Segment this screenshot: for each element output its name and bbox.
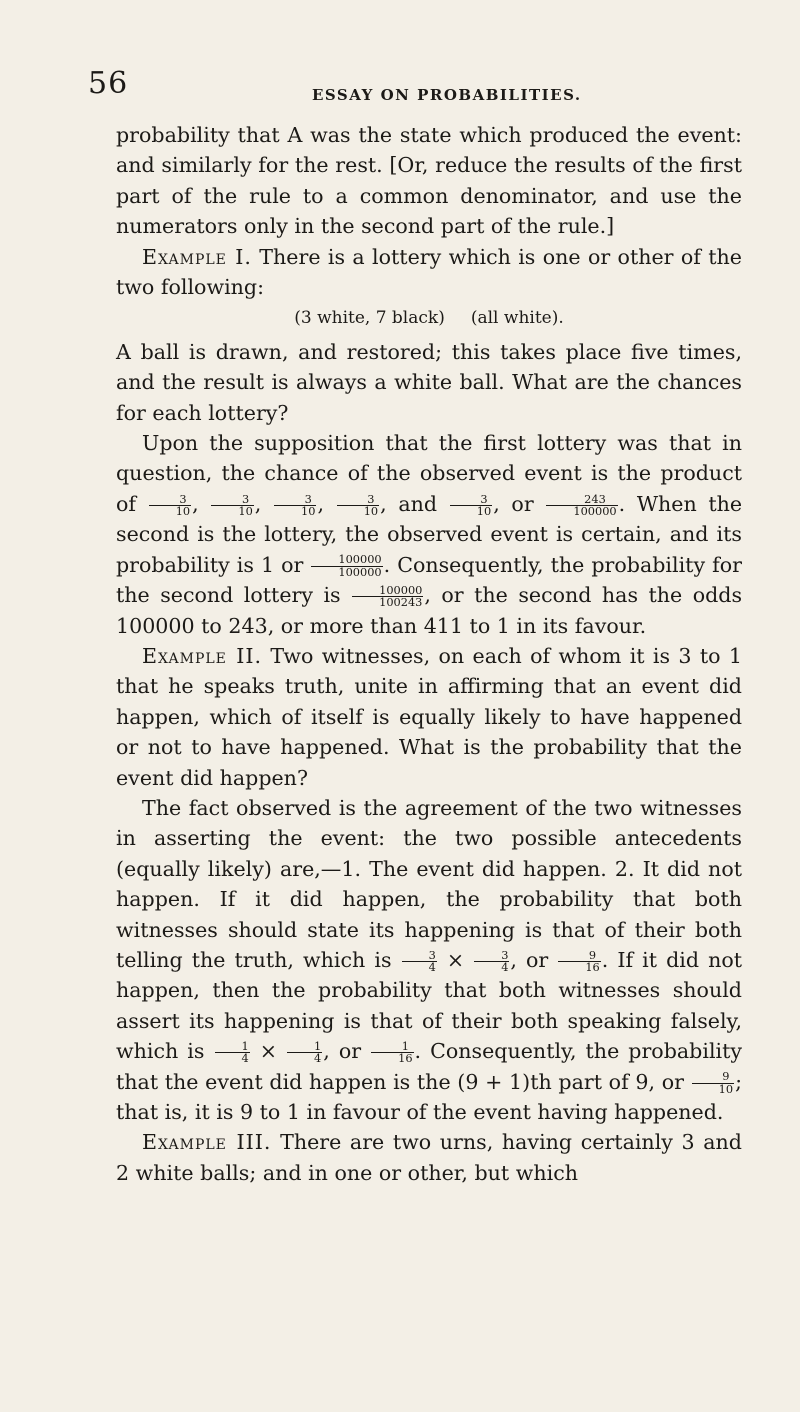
fraction-3-10: $\frac{3}{10}$ <box>149 494 191 518</box>
fraction-3-4: $\frac{3}{4}$ <box>474 950 509 974</box>
running-head: ESSAY ON PROBABILITIES. <box>312 86 582 104</box>
fraction-3-10: $\frac{3}{10}$ <box>450 494 492 518</box>
fraction-1-16: $\frac{1}{16}$ <box>371 1041 413 1065</box>
fraction-1-4: $\frac{1}{4}$ <box>287 1041 322 1065</box>
example-2-solution: The fact observed is the agreement of the two witnesses in asserting the event: the two possible antecedents (equally likely) are,—1. The event did happen. 2. It did not happen. If it did happen, the probability that both witnesses should state its happening is that of their both telling the truth, which is $\frac{3}{4}$ × $\frac{3}{4}$ , or $\frac{9}{16}$ . If it did not happen, then the probability that both witnesses should assert its happening is that of their both speaking falsely, which is $\frac{1}{4}$ × $\frac{1}{4}$ , or $\frac{1}{16}$ . Consequently, the probability that the event did happen is the (9 + 1)th part of 9, or $\frac{9}{10}$ ; that is, it is 9 to 1 in favour of the event having happened. <box>116 795 743 1124</box>
paragraph-rule-continued: probability that A was the state which produced the event: and similarly for the rest. [Or, reduce the results of the first part of the rule to a common denominator, and use the numerators only in the second part of the rule.] <box>116 123 742 239</box>
fraction-9-16: $\frac{9}{16}$ <box>558 950 600 974</box>
fraction-certain: $\frac{100000}{100000}$ <box>311 554 382 578</box>
fraction-1-4: $\frac{1}{4}$ <box>215 1041 250 1065</box>
page-body <box>116 120 742 1188</box>
fraction-9-10: $\frac{9}{10}$ <box>692 1071 734 1095</box>
example-1-label: Example I. <box>142 244 252 269</box>
example-2-intro: Example II. Two witnesses, on each of whom it is 3 to 1 that he speaks truth, unite in affirming that an event did happen, which of itself is equally likely to have happened or not to have happened. What is the probability that the event did happen? <box>116 643 742 790</box>
fraction-3-10: $\frac{3}{10}$ <box>337 494 379 518</box>
fraction-243-100000: $\frac{243}{100000}$ <box>546 494 617 518</box>
fraction-3-4: $\frac{3}{4}$ <box>402 950 437 974</box>
lotteries-line <box>116 302 742 336</box>
lottery-b: (all white). <box>470 308 564 329</box>
example-1-solution: Upon the supposition that the first lottery was that in question, the chance of the observed event is the product of $\frac{3}{10}$ , $\frac{3}{10}$ , $\frac{3}{10}$ , $\frac{3}{10}$ , and $\frac{3}{10}$ , or $\frac{243}{100000}$ . When the second is the lottery, the observed event is certain, and its probability is 1 or $\frac{100000}{100000}$ . Consequently, the probability for the second lottery is $\frac{100000}{100243}$ , or the second has the odds 100000 to 243, or more than 411 to 1 in its favour. <box>116 431 743 638</box>
fraction-result: $\frac{100000}{100243}$ <box>352 585 423 609</box>
example-3-label: Example III. <box>142 1130 272 1155</box>
example-2-label: Example II. <box>142 643 263 668</box>
fraction-3-10: $\frac{3}{10}$ <box>211 494 253 518</box>
fraction-3-10: $\frac{3}{10}$ <box>274 494 316 518</box>
page-number: 56 <box>88 66 129 101</box>
page-header <box>88 66 728 106</box>
lottery-a: (3 white, 7 black) <box>294 308 445 329</box>
example-1-question: A ball is drawn, and restored; this takes place five times, and the result is always a white ball. What are the chances for each lottery? <box>116 339 742 425</box>
example-1-intro: Example I. There is a lottery which is one or other of the two following: <box>116 244 742 300</box>
example-3-intro: Example III. There are two urns, having certainly 3 and 2 white balls; and in one or other, but which <box>116 1130 742 1185</box>
